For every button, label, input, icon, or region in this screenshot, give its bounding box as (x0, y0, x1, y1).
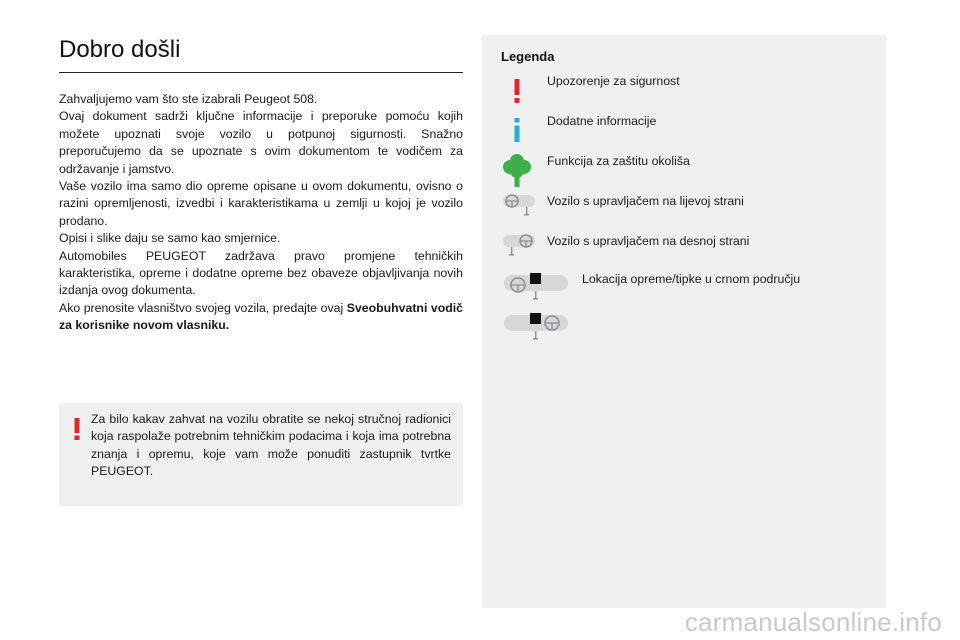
exclamation-icon (513, 79, 521, 103)
title-divider (59, 72, 463, 73)
legend-item-label: Dodatne informacije (547, 114, 657, 128)
legend-item-eco (482, 153, 886, 189)
legend-item-right-drive (482, 233, 886, 269)
legend-title: Legenda (501, 49, 555, 64)
intro-text (59, 91, 463, 335)
legend-item-label: Lokacija opreme/tipke u crnom području (582, 272, 801, 286)
legend-item-label: Funkcija za zaštitu okoliša (547, 154, 690, 168)
info-icon (513, 118, 521, 142)
warning-box (59, 403, 463, 506)
ownership-text: Ako prenosite vlasništvo svojeg vozila, predajte ovaj (59, 300, 347, 315)
left-hand-drive-icon (502, 193, 536, 219)
intro-paragraph-ownership (59, 300, 463, 335)
intro-paragraph: Opisi i slike daju se samo kao smjernice. (59, 231, 281, 246)
intro-paragraph: Zahvaljujemo vam što ste izabrali Peugeot 508. (59, 92, 318, 106)
legend-item-left-drive (482, 193, 886, 229)
ownership-bold-text: Sveobuhvatni vodič za korisnike novom vlasniku. (59, 300, 463, 333)
legend-item-label: Vozilo s upravljačem na desnoj strani (547, 234, 750, 248)
legend-item-equipment (482, 271, 886, 343)
tree-icon (503, 153, 531, 187)
watermark: carmanualsonline.info (684, 607, 942, 637)
equipment-location-icon (502, 271, 570, 343)
legend-item-info (482, 113, 886, 149)
intro-paragraph: Vaše vozilo ima samo dio opreme opisane u ovom dokumentu, ovisno o razini opremljenosti, izvedbi i karakteristikama u zemlji u kojoj je vozilo prodano. (59, 179, 463, 228)
legend-panel (482, 35, 886, 608)
right-hand-drive-icon (502, 233, 536, 259)
legend-item-label: Upozorenje za sigurnost (547, 74, 680, 88)
page-title: Dobro došli (59, 36, 181, 63)
intro-paragraph: Automobiles PEUGEOT zadržava pravo promjene tehničkih karakteristika, opreme i dodatne opreme bez obaveze objavljivanja novih izdanja ovog dokumenta. (59, 248, 463, 298)
legend-item-safety (482, 73, 886, 109)
exclamation-icon (74, 418, 80, 440)
warning-text: Za bilo kakav zahvat na vozilu obratite se nekoj stručnoj radionici koja raspolaže potrebnim tehničkim podacima i koja ima potrebna znanja i opremu, koje vam može ponuditi zastupnik tvrtke PEUGEOT. (91, 412, 451, 479)
intro-paragraph: Ovaj dokument sadrži ključne informacije i preporuke pomoću kojih možete upoznati svoje vozilo u potpunoj sigurnosti. Snažno preporučujemo da se upoznate s ovim dokumentom te vodičem za održavanje i jamstvo. (59, 109, 463, 176)
legend-item-label: Vozilo s upravljačem na lijevoj strani (547, 194, 744, 208)
